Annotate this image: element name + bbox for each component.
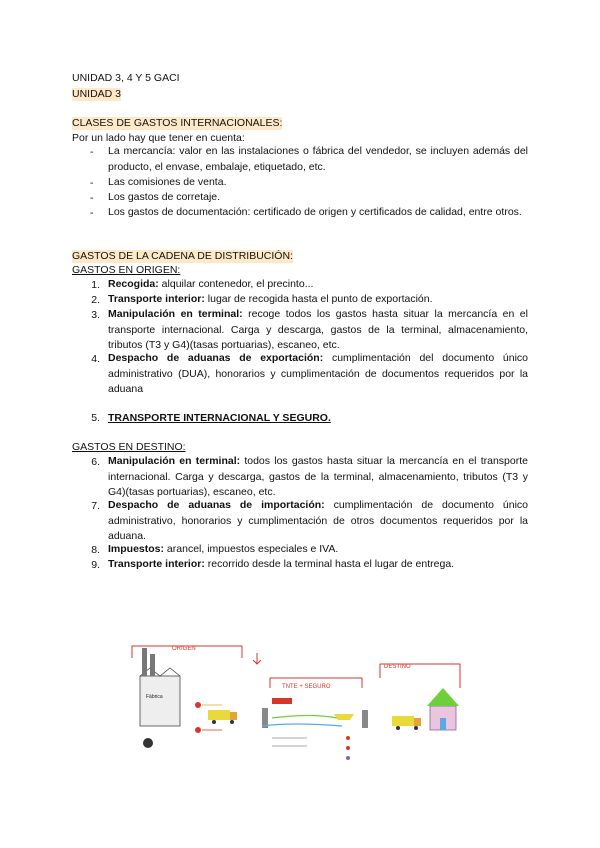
item-number: 4. [91, 353, 100, 365]
destination-label: DESTINO [384, 664, 411, 670]
item-number: 3. [91, 309, 100, 321]
step-marker [195, 727, 201, 733]
clases-item: Los gastos de documentación: certificado de origen y certificados de calidad, entre otros. [108, 206, 522, 218]
item-number: 7. [91, 500, 100, 512]
truck-wheel [396, 726, 400, 730]
item-term: Manipulación en terminal: [108, 308, 243, 320]
item-term: Transporte interior: [108, 558, 205, 570]
item-number: 9. [91, 559, 100, 571]
bullet-dash: - [90, 192, 94, 204]
section-heading-clases: CLASES DE GASTOS INTERNACIONALES: [72, 117, 283, 129]
step-marker [195, 702, 201, 708]
transport-label: TNTE + SEGURO [282, 684, 331, 690]
destino-item [108, 498, 528, 545]
destino-item [108, 454, 528, 501]
distribution-chain-diagram [122, 588, 472, 788]
container [272, 698, 292, 704]
item-text: cumplimentación del documento único administrativo (DUA), honorarios y cumplimentación de documentos requeridos por la aduana [108, 352, 528, 395]
truck-body [208, 710, 230, 720]
item-term: Transporte interior: [108, 293, 205, 305]
item-term: Recogida: [108, 278, 159, 290]
item-text: todos los gastos hasta situar la mercancía en el transporte internacional. Carga y descarga, gastos de la terminal, almacenamiento, tributos (T3 y G4)(tasas portuarias), escaneo, etc. [108, 455, 528, 498]
factory-building [140, 676, 180, 726]
origen-item [108, 277, 528, 293]
destino-item [108, 557, 528, 573]
item-number: 6. [91, 456, 100, 468]
item-number: 1. [91, 279, 100, 291]
transport-heading: TRANSPORTE INTERNACIONAL Y SEGURO. [108, 412, 331, 424]
destino-heading: GASTOS EN DESTINO: [72, 441, 186, 453]
origen-item [108, 351, 528, 398]
truck-cab [414, 718, 421, 726]
bullet-dash: - [90, 207, 94, 219]
origen-item [108, 292, 528, 308]
section-heading-cadena: GASTOS DE LA CADENA DE DISTRIBUCIÓN: [72, 250, 293, 262]
item-term: Despacho de aduanas de importación: [108, 499, 325, 511]
bullet-dash: - [90, 177, 94, 189]
origen-heading: GASTOS EN ORIGEN: [72, 264, 181, 276]
truck-cab [230, 712, 237, 720]
step-marker [346, 736, 350, 740]
item-text: lugar de recogida hasta el punto de exportación. [204, 293, 433, 305]
step-marker [346, 756, 350, 760]
item-term: Impuestos: [108, 543, 165, 555]
truck-body [392, 716, 414, 726]
house-door [440, 718, 446, 730]
item-term: Manipulación en terminal: [108, 455, 241, 467]
crane [362, 710, 368, 728]
truck-wheel [212, 720, 216, 724]
bullet-dash: - [90, 146, 94, 158]
item-text: arancel, impuestos especiales e IVA. [164, 543, 339, 555]
item-number: 2. [91, 294, 100, 306]
globe-icon [143, 738, 153, 748]
item-number: 8. [91, 544, 100, 556]
clases-item: Los gastos de corretaje. [108, 191, 221, 203]
item-text: alquilar contenedor, el precinto... [158, 278, 314, 290]
clases-item: La mercancía: valor en las instalaciones o fábrica del vendedor, se incluyen además del producto, el envase, embalaje, etiquetado, etc. [108, 145, 528, 173]
item-text: recoge todos los gastos hasta situar la mercancía en el transporte internacional. Carga y descarga, gastos de la terminal, almacenamiento, tributos (T3 y G4)(tasas portuarias), escaneo, etc. [108, 308, 528, 351]
item-term: Despacho de aduanas de exportación: [108, 352, 324, 364]
item-text: cumplimentación de documento único administrativo, honorarios y cumplimentación de otros documentos requeridos por la aduana. [108, 499, 529, 542]
origen-item [108, 307, 528, 354]
origin-label: ORIGEN [172, 646, 196, 652]
step-marker [346, 746, 350, 750]
factory-chimney [150, 654, 155, 676]
diagram-svg [122, 588, 472, 788]
item-number: 5. [91, 412, 100, 424]
truck-wheel [230, 720, 234, 724]
clases-item: Las comisiones de venta. [108, 176, 227, 188]
factory-label: Fábrica [146, 694, 163, 700]
clases-intro: Por un lado hay que tener en cuenta: [72, 132, 245, 144]
destino-item [108, 542, 528, 558]
truck-wheel [414, 726, 418, 730]
unit-highlight: UNIDAD 3 [72, 88, 122, 100]
factory-chimney [142, 648, 147, 676]
unit-title: UNIDAD 3, 4 Y 5 GACI [72, 72, 180, 84]
item-text: recorrido desde la terminal hasta el lugar de entrega. [204, 558, 455, 570]
